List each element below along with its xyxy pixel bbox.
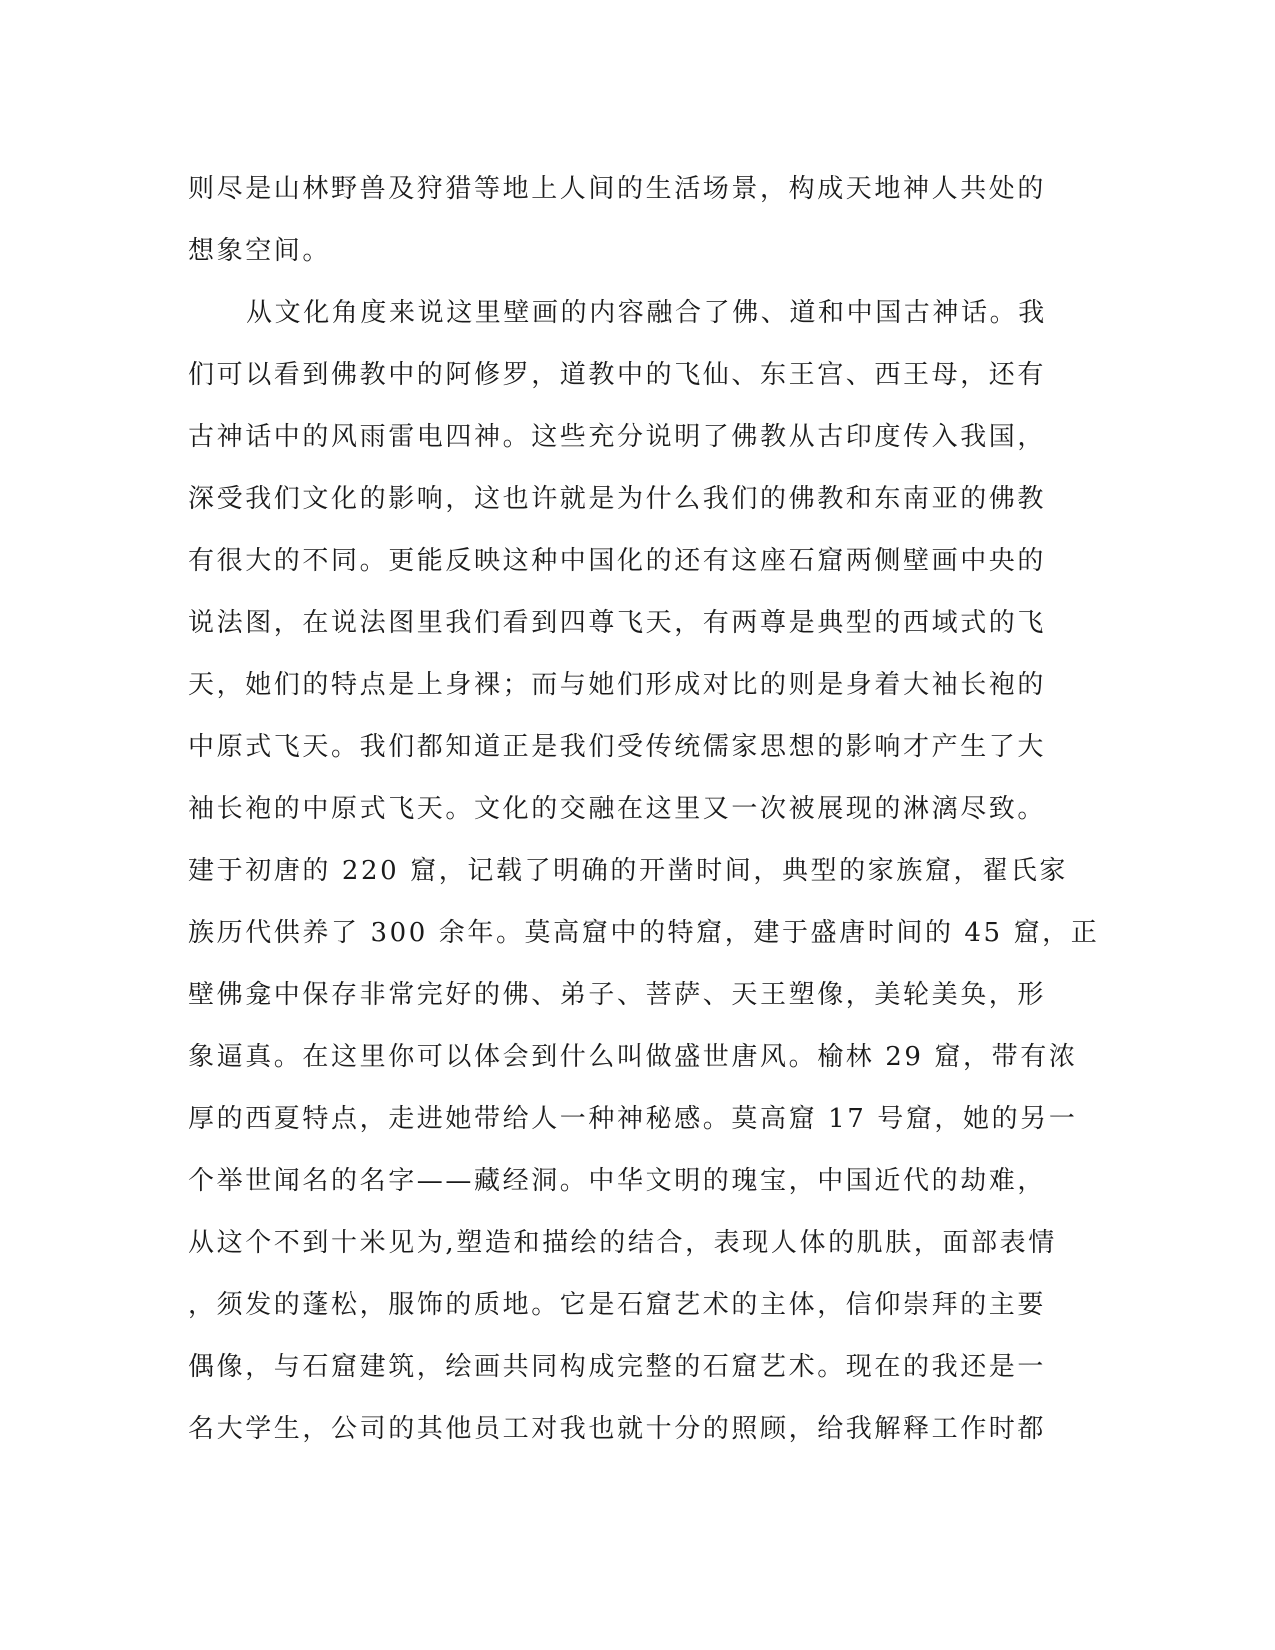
text-line: 想象空间。: [188, 236, 332, 266]
text-line: 有很大的不同。更能反映这种中国化的还有这座石窟两侧壁画中央的: [188, 546, 1047, 576]
text-line: 则尽是山林野兽及狩猎等地上人间的生活场景，构成天地神人共处的: [188, 174, 1047, 204]
text-line: 古神话中的风雨雷电四神。这些充分说明了佛教从古印度传入我国，: [188, 422, 1047, 452]
body-text: [188, 158, 1100, 1460]
text-line: 象逼真。在这里你可以体会到什么叫做盛世唐风。榆林 29 窟，带有浓: [188, 1042, 1078, 1072]
text-line: 偶像，与石窟建筑，绘画共同构成完整的石窟艺术。现在的我还是一: [188, 1352, 1047, 1382]
text-line: 名大学生，公司的其他员工对我也就十分的照顾，给我解释工作时都: [188, 1414, 1047, 1444]
text-line: 建于初唐的 220 窟，记载了明确的开凿时间，典型的家族窟，翟氏家: [188, 856, 1068, 886]
text-line: 中原式飞天。我们都知道正是我们受传统儒家思想的影响才产生了大: [188, 732, 1047, 762]
text-line: 天，她们的特点是上身裸；而与她们形成对比的则是身着大袖长袍的: [188, 670, 1047, 700]
text-line: ，须发的蓬松，服饰的质地。它是石窟艺术的主体，信仰崇拜的主要: [188, 1290, 1047, 1320]
text-line: 族历代供养了 300 余年。莫高窟中的特窟，建于盛唐时间的 45 窟，正: [188, 918, 1100, 948]
text-line: 们可以看到佛教中的阿修罗，道教中的飞仙、东王宫、西王母，还有: [188, 360, 1047, 390]
text-line: 厚的西夏特点，走进她带给人一种神秘感。莫高窟 17 号窟，她的另一: [188, 1104, 1078, 1134]
paragraph-first-line: 从文化角度来说这里壁画的内容融合了佛、道和中国古神话。我: [246, 298, 1047, 328]
text-line: 壁佛龛中保存非常完好的佛、弟子、菩萨、天王塑像，美轮美奂，形: [188, 980, 1047, 1010]
text-line: 从这个不到十米见为,塑造和描绘的结合，表现人体的肌肤，面部表情: [188, 1228, 1057, 1258]
text-line: 袖长袍的中原式飞天。文化的交融在这里又一次被展现的淋漓尽致。: [188, 794, 1047, 824]
text-line: 说法图，在说法图里我们看到四尊飞天，有两尊是典型的西域式的飞: [188, 608, 1047, 638]
text-line: 个举世闻名的名字——藏经洞。中华文明的瑰宝，中国近代的劫难，: [188, 1166, 1047, 1196]
text-line: 深受我们文化的影响，这也许就是为什么我们的佛教和东南亚的佛教: [188, 484, 1047, 514]
